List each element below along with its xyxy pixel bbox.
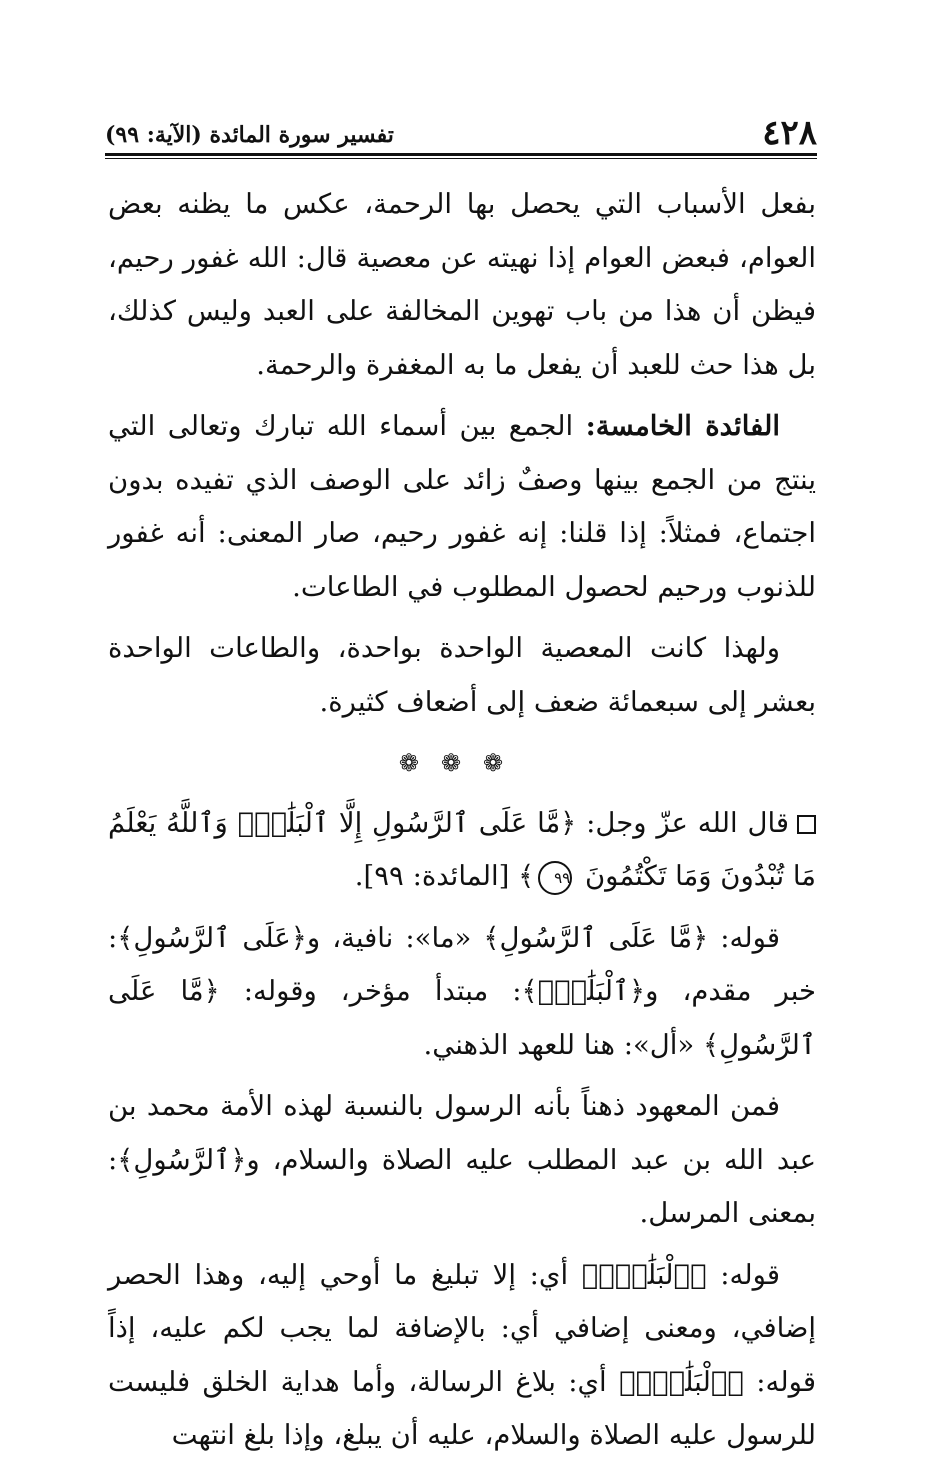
benefit-text: الجمع بين أسماء الله تبارك وتعالى التي ينتج من الجمع بينها وصفٌ زائد على الوصف الذي تفيده بدون اجتماع، فمثلاً: إذا قلنا: إنه غفور رحيم، صار المعنى: أنه غفور للذنوب ورحيم لحصول المطلوب في الطاعات. [108,410,816,603]
paragraph-fifth-benefit [108,400,816,614]
header-rule-thick [105,153,817,156]
square-bullet-icon [797,815,816,834]
paragraph-conveyance: قوله: ﴿ٱلْبَلَٰغُۗ﴾ أي: إلا تبليغ ما أوحي إليه، وهذا الحصر إضافي، ومعنى إضافي أي: بالإضافة لما يجب لكم عليه، إذاً قوله: ﴿ٱلْبَلَٰغُۗ﴾ أي: بلاغ الرسالة، وأما هداية الخلق فليست للرسول عليه الصلاة والسلام، عليه أن يبلغ، وإذا بلغ انتهت [108,1258,816,1451]
flower-ornament-icon: ❁ [440,749,484,777]
running-title: تفسير سورة المائدة (الآية: ٩٩) [105,122,394,148]
verse-citation: ﴾ [المائدة: ٩٩]. [354,860,535,892]
verse-paragraph [108,797,816,904]
page-header [105,98,817,153]
verse-number-badge: ٩٩ [538,861,572,895]
flower-ornament-icon: ❁ [483,749,526,777]
paragraph-continuation: بفعل الأسباب التي يحصل بها الرحمة، عكس ما يظنه بعض العوام، فبعض العوام إذا نهيته عن معصية قال: الله غفور رحيم، فيظن أن هذا من باب تهوين المخالفة على العبد وليس كذلك، بل هذا حث للعبد أن يفعل ما به المغفرة والرحمة. [108,188,816,381]
page-number: ٤٢٨ [762,113,817,153]
page-body [108,178,816,1471]
paragraph-sins-deeds: ولهذا كانت المعصية الواحدة بواحدة، والطاعات الواحدة بعشر إلى سبعمائة ضعف إلى أضعاف كثيرة. [108,632,816,718]
paragraph-grammar: قوله: ﴿مَّا عَلَى ٱلرَّسُولِ﴾ «ما»: نافية، و﴿عَلَى ٱلرَّسُولِ﴾: خبر مقدم، و﴿ٱلْبَلَٰغُۗ﴾: مبتدأ مؤخر، وقوله: ﴿مَّا عَلَى ٱلرَّسُولِ﴾ «أل»: هنا للعهد الذهني. [108,921,816,1061]
header-rule-thin [105,158,817,159]
benefit-heading: الفائدة الخامسة: [585,410,781,442]
flower-ornament-icon: ❁ [398,749,441,777]
verse-text: قال الله عزّ وجل: ﴿مَّا عَلَى ٱلرَّسُولِ إِلَّا ٱلْبَلَٰغُۗ وَٱللَّهُ يَعْلَمُ مَا تُبْدُونَ وَمَا تَكْتُمُونَ [108,806,816,892]
paragraph-messenger: فمن المعهود ذهناً بأنه الرسول بالنسبة لهذه الأمة محمد بن عبد الله بن عبد المطلب عليه الصلاة والسلام، و﴿ٱلرَّسُولِ﴾: بمعنى المرسل. [108,1090,816,1229]
section-separator [108,737,816,791]
